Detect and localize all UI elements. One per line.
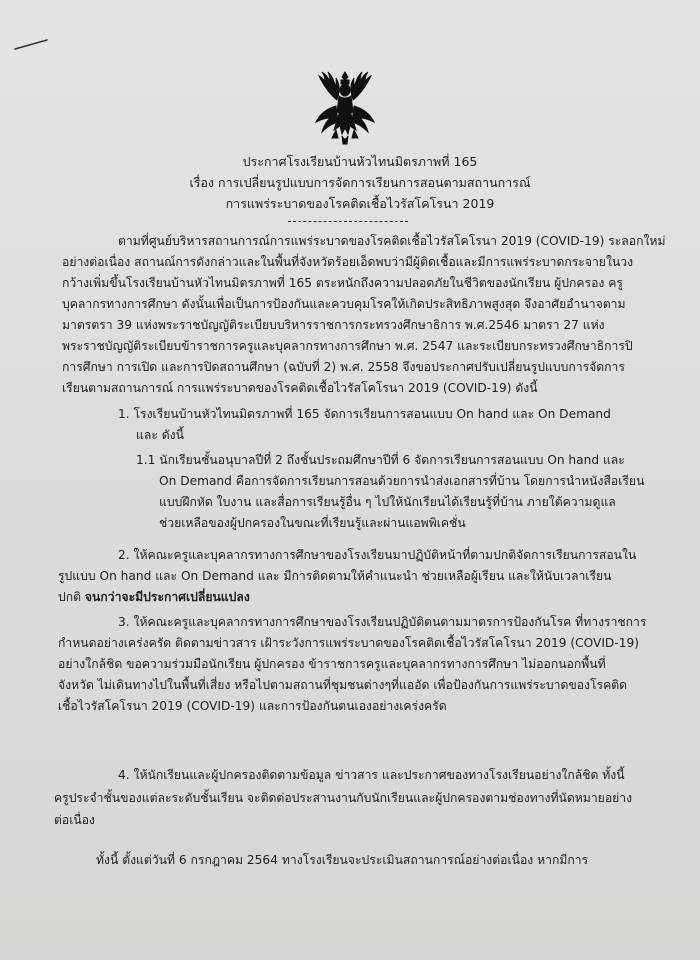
intro-line: อย่างต่อเนื่อง สถานณ์การดังกล่าวและในพื้นที่จังหวัดร้อยเอ็ดพบว่ามีผู้ติดเชื้อและมีการแพร่ระบาดกระจายในวง xyxy=(62,255,634,269)
intro-line: พระราชบัญญัติระเบียบข้าราชการครูและบุคลากรทางการศึกษา พ.ศ. 2547 และระเบียบกระทรวงศึกษาธิการปิ xyxy=(62,339,633,353)
item-2-emphasis: จนกว่าจะมีประกาศเปลี่ยนแปลง xyxy=(84,590,250,604)
item-1-1-line: On Demand คือการจัดการเรียนการสอนด้วยการนำส่งเอกสารที่บ้าน โดยการนำหนังสือเรียน xyxy=(159,474,645,488)
item-1-1-line: ช่วยเหลือของผู้ปกครองในขณะที่เรียนรู้และผ่านแอพพิเคชั่น xyxy=(159,516,466,530)
item-3-line: เชื้อไวรัสโคโรนา 2019 (COVID-19) และการป้องกันตนเองอย่างเคร่งครัด xyxy=(58,699,447,713)
item-3-line: จังหวัด ไม่เดินทางไปในพื้นที่เสี่ยง หรือไปตามสถานที่ชุมชนต่างๆที่แออัด เพื่อป้องกันการแพร่ระบาดของโรคติด xyxy=(58,678,628,692)
item-3-line: 3. ให้คณะครูและบุคลากรทางการศึกษาของโรงเรียนปฏิบัติตนตามมาตรการป้องกันโรค ที่ทางราชการ xyxy=(118,615,647,629)
intro-line: การศึกษา การเปิด และการปิดสถานศึกษา (ฉบับที่ 2) พ.ศ. 2558 จึงขอประกาศปรับเปลี่ยนรูปแบบการจัดการ xyxy=(62,360,625,374)
intro-line: มาตรตรา 39 แห่งพระราชบัญญัติระเบียบบริหารราชการกระทรวงศึกษาธิการ พ.ศ.2546 มาตรา 27 แห่ง xyxy=(62,318,605,332)
item-1-1-line: 1.1 นักเรียนชั้นอนุบาลปีที่ 2 ถึงชั้นประถมศึกษาปีที่ 6 จัดการเรียนการสอนแบบ On hand และ xyxy=(136,453,625,467)
intro-line: กว้างเพิ่มขึ้นโรงเรียนบ้านหัวไทนมิตรภาพที่ 165 ตระหนักถึงความปลอดภัยในชีวิตของนักเรียน ผู้ปกครอง ครู xyxy=(62,276,623,290)
item-1-line: 1. โรงเรียนบ้านหัวไทนมิตรภาพที่ 165 จัดการเรียนการสอนแบบ On hand และ On Demand xyxy=(118,407,611,421)
item-2-line: 2. ให้คณะครูและบุคลากรทางการศึกษาของโรงเรียนมาปฏิบัติหน้าที่ตามปกติจัดการเรียนการสอนใน xyxy=(118,548,637,562)
item-4-line: 4. ให้นักเรียนและผู้ปกครองติดตามข้อมูล ข่าวสาร และประกาศของทางโรงเรียนอย่างใกล้ชิด ทั้งนี้ xyxy=(118,768,625,782)
garuda-emblem xyxy=(306,66,384,146)
item-2-line xyxy=(58,587,250,608)
heading-line: ประกาศโรงเรียนบ้านหัวไทนมิตรภาพที่ 165 xyxy=(242,154,478,169)
heading-divider xyxy=(288,221,408,222)
intro-line: เรียนตามสถานการณ์ การแพร่ระบาดของโรคติดเชื้อไวรัสโคโรนา 2019 (COVID-19) ดังนี้ xyxy=(62,381,538,395)
heading-line: การแพร่ระบาดของโรคติดเชื้อไวรัสโคโรนา 2019 xyxy=(225,196,495,211)
item-1-1-line: แบบฝึกหัด ใบงาน และสื่อการเรียนรู้อื่น ๆ ไปให้นักเรียนได้เรียนรู้ที่บ้าน ภายใต้ความดูแล xyxy=(159,495,616,509)
item-4-line: ครูประจำชั้นของแต่ละระดับชั้นเรียน จะติดต่อประสานงานกับนักเรียนและผู้ปกครองตามช่องทางที่นัดหมายอย่าง xyxy=(54,791,633,805)
item-3-line: อย่างใกล้ชิด ขอความร่วมมือนักเรียน ผู้ปกครอง ข้าราชการครูและบุคลากรทางการศึกษา ไม่ออกนอกพื้นที่ xyxy=(58,657,606,671)
pen-mark xyxy=(14,38,48,50)
item-2-text: ปกติ xyxy=(58,590,85,604)
item-2-line: รูปแบบ On hand และ On Demand และ มีการติดตามให้คำแนะนำ ช่วยเหลือผู้เรียน และให้นับเวลาเรียน xyxy=(58,569,612,583)
item-1-line: และ ดังนี้ xyxy=(136,428,184,442)
intro-line: บุคลากรทางการศึกษา ดังนั้นเพื่อเป็นการป้องกันและควบคุมโรคให้เกิดประสิทธิภาพสูงสุด จึงอาศัยอำนาจตาม xyxy=(62,297,626,311)
item-3-line: กำหนดอย่างเคร่งครัด ติดตามข่าวสาร เฝ้าระวังการแพร่ระบาดของโรคติดเชื้อไวรัสโคโรนา 2019 (COVID-19) xyxy=(58,636,639,650)
intro-line: ตามที่ศูนย์บริหารสถานการณ์การแพร่ระบาดของโรคติดเชื้อไวรัสโคโรนา 2019 (COVID-19) ระลอกใหม่ xyxy=(118,234,666,248)
heading-line: เรื่อง การเปลี่ยนรูปแบบการจัดการเรียนการสอนตามสถานการณ์ xyxy=(189,175,531,190)
item-4-line: ต่อเนื่อง xyxy=(54,813,96,827)
announcement-heading xyxy=(150,151,570,214)
closing-line: ทั้งนี้ ตั้งแต่วันที่ 6 กรกฎาคม 2564 ทางโรงเรียนจะประเมินสถานการณ์อย่างต่อเนื่อง หากมีการ xyxy=(96,853,589,867)
